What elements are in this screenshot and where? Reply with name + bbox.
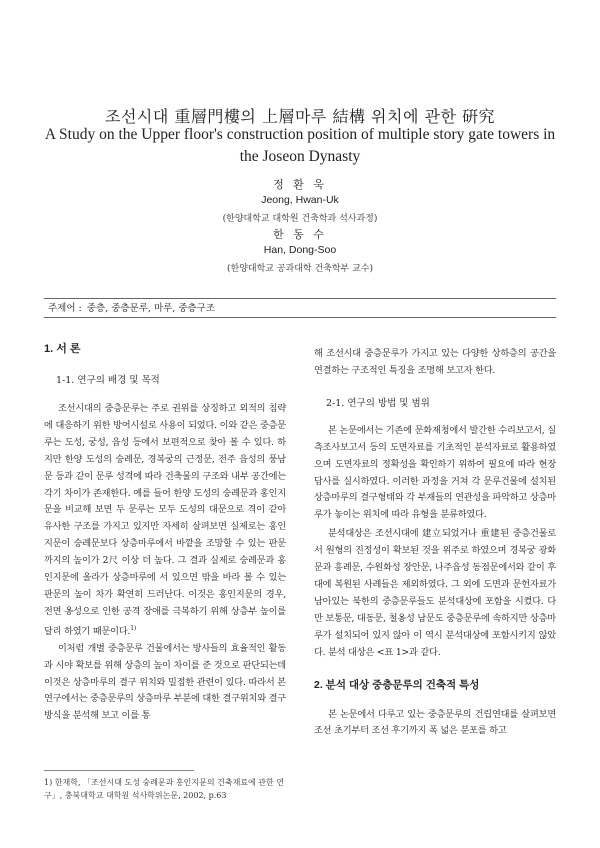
author-1-name-korean: 정 환 욱 — [273, 178, 327, 191]
paragraph-method: 본 논문에서는 기존에 문화재청에서 발간한 수리보고서, 실측조사보고서 등의 도면자료를 기초적인 분석자료로 활용하였으며 도면자료의 정확성을 확인하기 위하여 필요에 따라 현장답사를 실시하였다. 이러한 과정을 거쳐 각 문루건물에 설치된 상층마루의 결구형태와 각 부재들의 연관성을 파악하고 상층마루가 놓이는 위치에 따라 유형을 분류하였다. — [314, 424, 556, 521]
footnote-ref-1: 1) — [130, 624, 137, 632]
section-2-heading: 2. 분석 대상 중층문루의 건축적 특성 — [314, 678, 480, 691]
footnote-1: 1) 한재학, 「조선시대 도성 숭례문과 홍인지문의 건축재료에 관한 연구」, 충북대학교 대학원 석사학위논문, 2002, p.63 — [44, 778, 285, 800]
paper-title-korean: 조선시대 重層門樓의 上層마루 結構 위치에 관한 硏究 — [105, 107, 495, 126]
author-2-affiliation: (한양대학교 공과대학 건축학부 교수) — [226, 264, 374, 274]
subsection-2-1-heading: 2-1. 연구의 방법 및 범위 — [326, 397, 430, 409]
paragraph-analysis-start: 본 논문에서 다루고 있는 중층문루의 건립연대를 살펴보면 조선 초기부터 조선 후기까지 폭 넓은 분포를 하고 — [314, 708, 556, 737]
subsection-1-1-heading: 1-1. 연구의 배경 및 목적 — [56, 375, 160, 386]
right-column — [314, 346, 556, 740]
paragraph-background — [44, 401, 286, 641]
paragraph-background-text: 조선시대의 중층문루는 주로 권위를 상징하고 외적의 침략에 대응하기 위한 방어시설로 사용이 되었다. 이와 같은 중층문루는 도성, 궁성, 읍성 등에서 보편적으로 찾아 볼 수 있다. 하지만 한양 도성의 숭례문, 경복궁의 근정문, 전주 읍성의 풍남문 등과 같이 문루 성격에 따라 건축물의 구조와 내부 공간에는 각기 차이가 존재한다. 예를 들어 한양 도성의 숭례문과 홍인지문을 비교해 보면 두 문루는 모두 도성의 대문으로 격이 같아 유사한 구조를 가지고 있지만 자세히 살펴보면 실제로는 홍인지문이 숭례문보다 상층마루에서 바깥을 조망할 수 있는 판문까지의 높이가 2尺 이상 더 높다. 그 결과 실제로 숭례문과 홍인지문에 올라가 상층마루에 서 있으면 밖을 바라 볼 수 있는 판문의 높이 차가 확연히 드러난다. 이것은 홍인지문의 경우, 전면 옹성으로 인한 공격 장애를 극복하기 위해 상층부 높이를 달리 하였기 때문이다. — [44, 403, 286, 637]
author-1-name-english: Jeong, Hwan-Uk — [261, 194, 339, 206]
author-1-affiliation: (한양대학교 대학원 건축학과 석사과정) — [222, 214, 378, 224]
keywords-label: 주제어 : — [48, 303, 82, 314]
paragraph-scope: 분석대상은 조선시대에 建立되었거나 重建된 중층건물로서 원형의 진정성이 확보된 것을 위주로 하였으며 경복궁 광화문과 흥례문, 수원화성 장안문, 나주읍성 동점문에서와 같이 후대에 복원된 사례들은 제외하였다. 그 외에 도면과 문헌자료가 남아있는 북한의 중층문루들도 분석대상에 포함을 시켰다. 다만 보통문, 대동문, 철옹성 남문도 중층문루에 속하지만 상층마루가 설치되어 있지 않아 이 역시 분석대상에 포함시키지 않았다. 분석 대상은 <표 1>과 같다. — [314, 528, 556, 658]
footnote-divider — [44, 770, 194, 771]
paper-title-english: A Study on the Upper floor's construction position of multiple story gate towers in the Joseon Dynasty — [44, 126, 556, 165]
author-2-name-korean: 한 동 수 — [273, 228, 327, 241]
paragraph-continued: 해 조선시대 중층문루가 가지고 있는 다양한 상하층의 공간을 연결하는 구조적인 특징을 조명해 보고자 한다. — [314, 348, 556, 376]
paragraph-purpose: 이처럼 개별 중층문루 건물에서는 방사들의 효율적인 활동과 시야 확보를 위해 상층의 높이 차이를 준 것으로 판단되는데 이것은 상층마루의 결구 위치와 밀접한 관련이 있다. 따라서 본 연구에서는 중층문루의 상층마루 부분에 대한 결구위치와 결구방식을 분석해 보고 이를 통 — [44, 642, 286, 722]
keywords-text: 중층, 중층문루, 마루, 중층구조 — [86, 303, 216, 314]
left-column — [44, 340, 286, 725]
section-1-heading: 1. 서 론 — [44, 343, 81, 355]
author-2-name-english: Han, Dong-Soo — [263, 244, 337, 256]
keywords-box — [44, 298, 556, 318]
